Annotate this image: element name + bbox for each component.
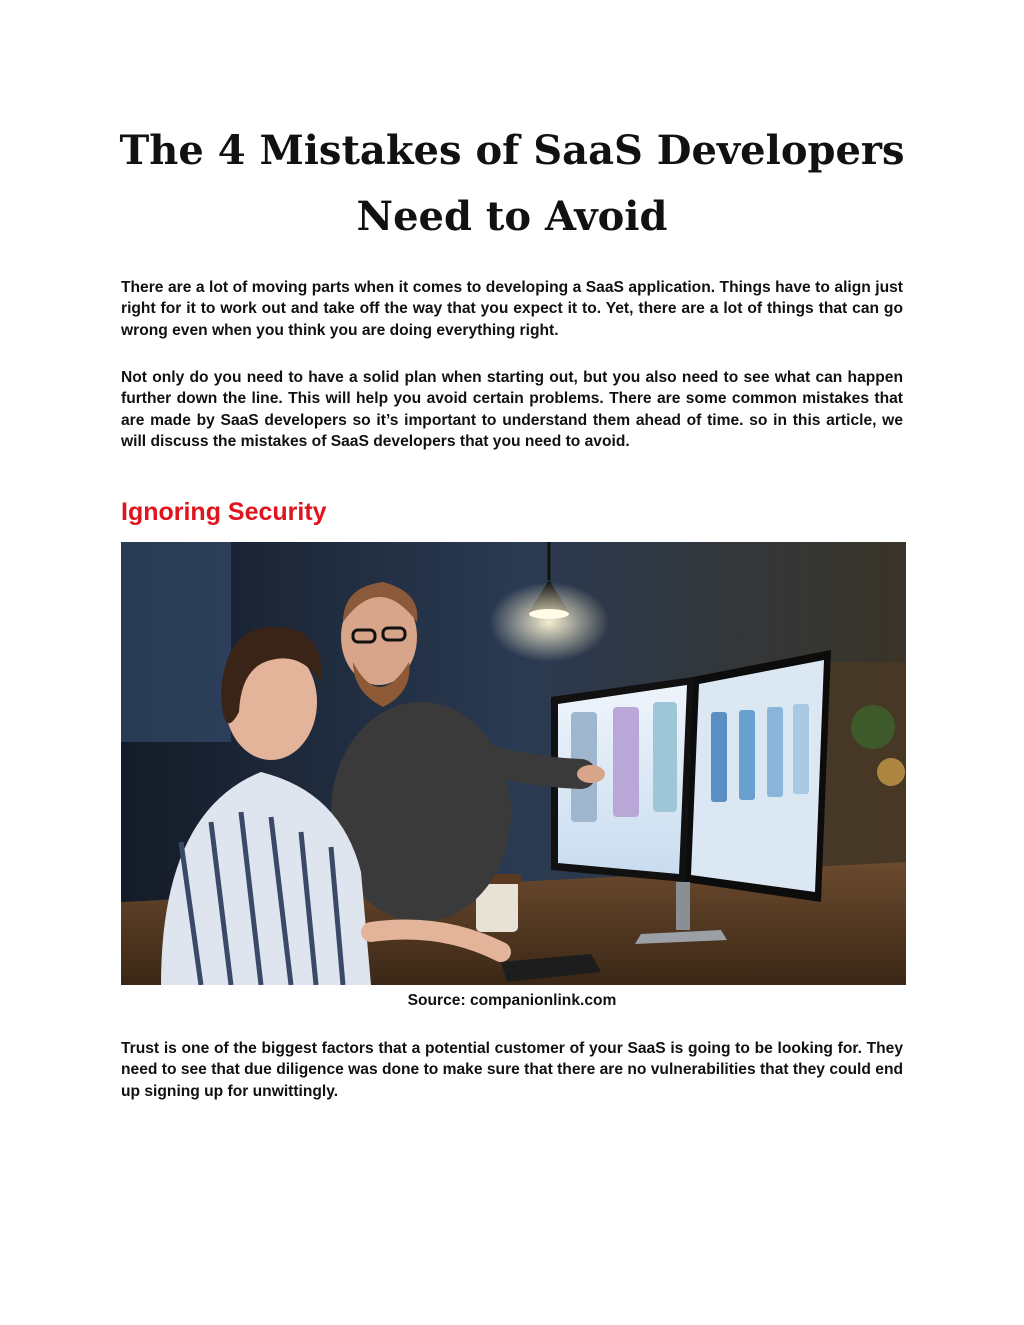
intro-paragraph-2: Not only do you need to have a solid plan when starting out, but you also need to see what can happen further down the line. This will help you avoid certain problems. There are some common mistakes that are made by SaaS developers so it’s important to understand them ahead of time. so in this article, we will discuss the mistakes of SaaS developers that you need to avoid. bbox=[121, 369, 903, 450]
section-body-paragraph: Trust is one of the biggest factors that a potential customer of your SaaS is going to be looking for. They need to see that due diligence was done to make sure that there are no vulnerabilities that they could end up signing up for unwittingly. bbox=[121, 1040, 903, 1100]
section-heading: Ignoring Security bbox=[121, 498, 327, 526]
developers-at-monitors-photo bbox=[121, 542, 906, 985]
intro-paragraph-1: There are a lot of moving parts when it comes to developing a SaaS application. Things have to align just right for it to work out and take off the way that you expect it to. Yet, there are a lot of things that can go wrong even when you think you are doing everything right. bbox=[121, 279, 903, 339]
image-caption: Source: companionlink.com bbox=[407, 992, 617, 1009]
page-title: The 4 Mistakes of SaaS Developers Need to Avoid bbox=[119, 127, 905, 240]
